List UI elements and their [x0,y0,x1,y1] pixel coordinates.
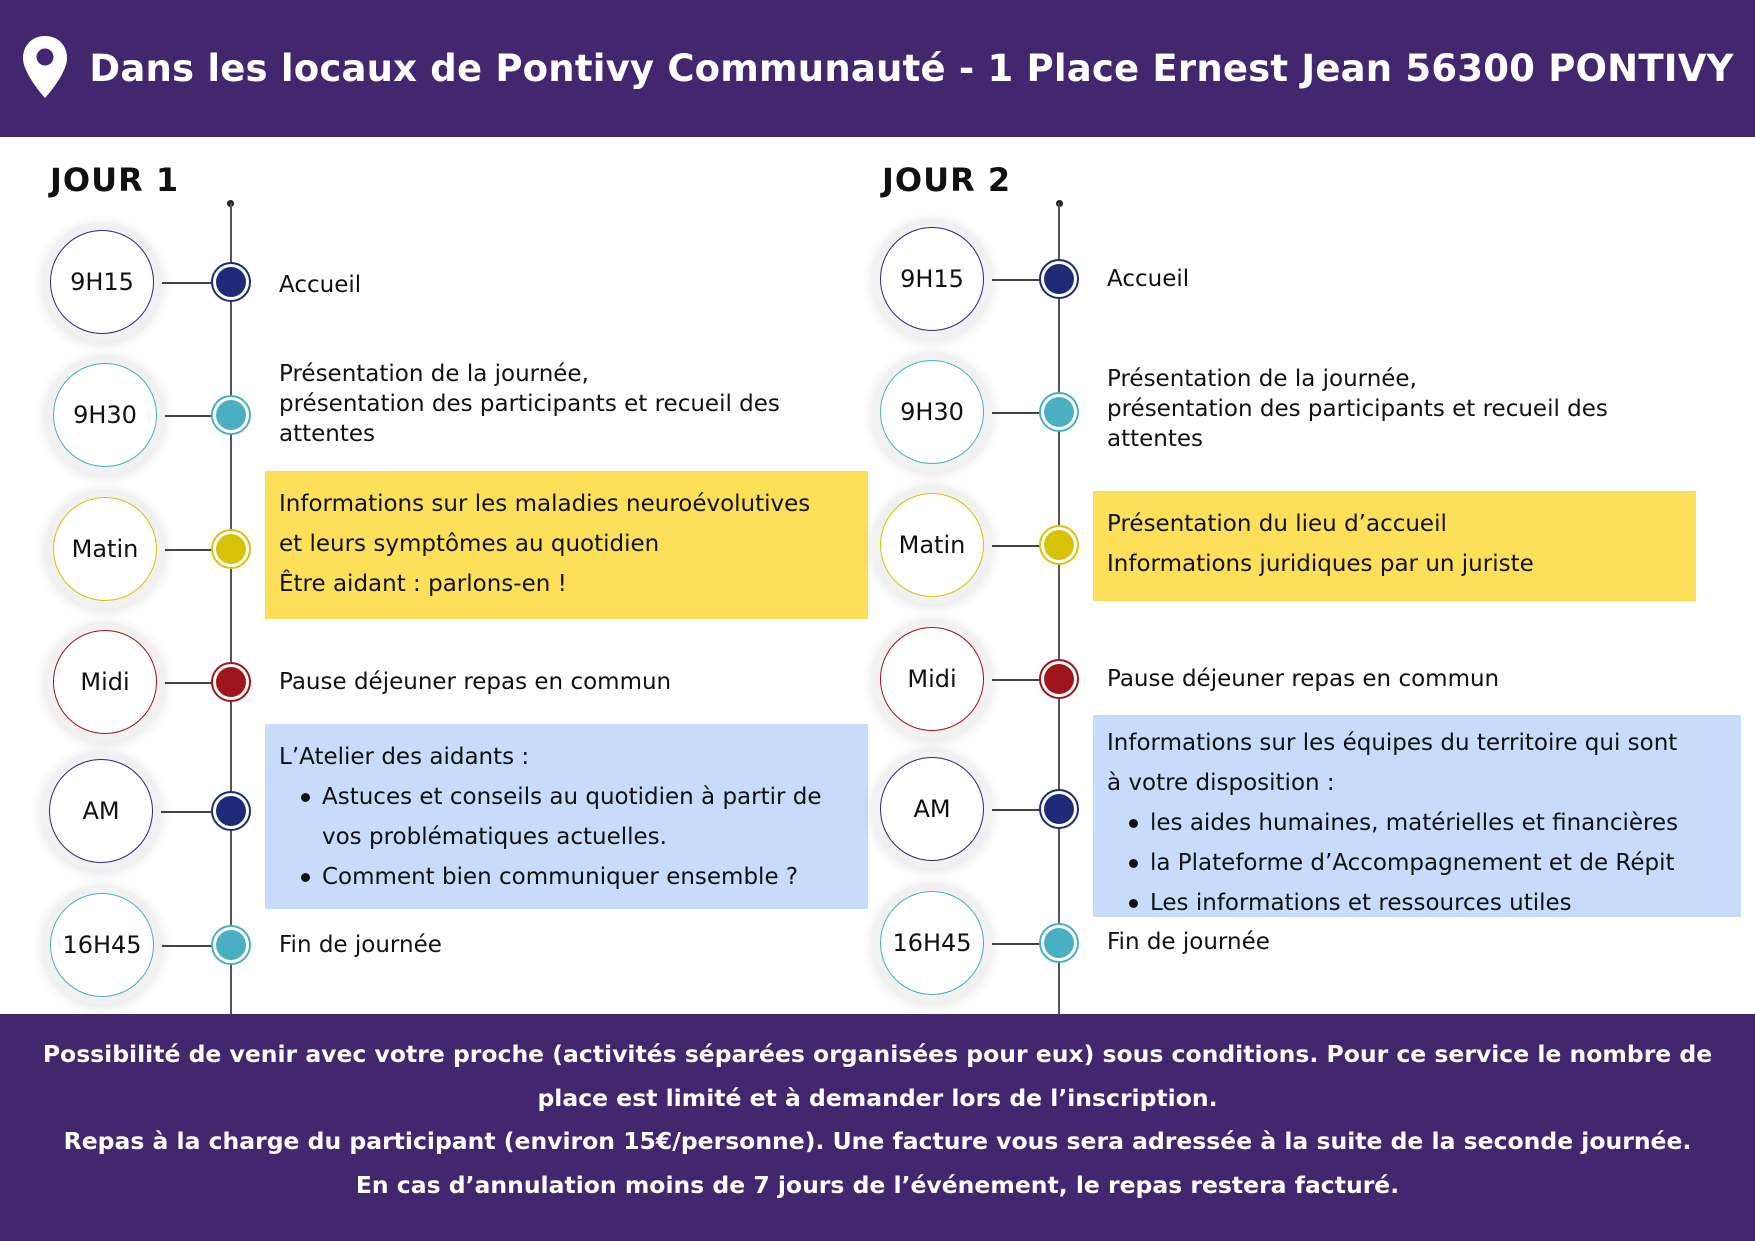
day1-section [0,137,870,1014]
time-circle-matin: Matin [53,497,157,601]
footer-line: Possibilité de venir avec votre proche (activités séparées organisées pour eux) sous conditions. Pour ce service le nombre de [42,1040,1713,1068]
timeline-line [230,203,232,1014]
time-circle-matin: Matin [880,493,984,597]
time-circle-am: AM [880,757,984,861]
timeline-dot-teal [1039,392,1079,432]
time-circle-midi: Midi [880,627,984,731]
timeline-dot-red [211,662,251,702]
location-pin-icon [21,34,69,100]
bullet-item: Astuces et conseils au quotidien à partir de vos problématiques actuelles. [301,777,854,857]
box-line: Présentation du lieu d’accueil [1107,511,1447,537]
bullet-list [1107,803,1727,923]
slot-text-presentation: Présentation de la journée, présentation des participants et recueil des attentes [279,361,780,447]
day2-title: JOUR 2 [882,161,1012,199]
timeline-dot-teal [1039,923,1079,963]
event-address: Dans les locaux de Pontivy Communauté - 1 Place Ernest Jean 56300 PONTIVY [89,47,1734,90]
footer-line: place est limité et à demander lors de l’inscription. [537,1083,1218,1112]
day2-section [828,137,1755,1014]
box-line: Être aidant : parlons-en ! [279,571,567,597]
slot-text-accueil: Accueil [279,272,362,298]
box-intro: à votre disposition : [1107,770,1335,796]
box-line: et leurs symptômes au quotidien [279,531,660,557]
box-line: Informations sur les maladies neuroévolutives [279,491,811,517]
timeline-dot-red [1039,659,1079,699]
box-line: Informations juridiques par un juriste [1107,551,1534,577]
box-intro: Informations sur les équipes du territoire qui sont [1107,730,1678,756]
bullet-item: Comment bien communiquer ensemble ? [301,857,854,897]
time-circle-9h15: 9H15 [50,230,154,334]
slot-text-lunch: Pause déjeuner repas en commun [1107,666,1500,692]
slot-text-end: Fin de journée [1107,929,1270,955]
time-circle-9h30: 9H30 [880,360,984,464]
time-circle-am: AM [49,759,153,863]
timeline-dot-yellow [1039,525,1079,565]
bullet-item: Les informations et ressources utiles [1129,883,1727,923]
header-banner [0,0,1755,137]
bullet-item: la Plateforme d’Accompagnement et de Répit [1129,843,1727,883]
time-circle-16h45: 16H45 [880,891,984,995]
timeline-dot-teal [211,925,251,965]
timeline-dot-teal [211,395,251,435]
footer-line: En cas d’annulation moins de 7 jours de l’événement, le repas restera facturé. [355,1170,1400,1199]
highlight-box-afternoon [1093,715,1741,917]
bullet-list [279,777,854,897]
footer-line: Repas à la charge du participant (environ 15€/personne). Une facture vous sera adressée à la suite de la seconde journée. [63,1127,1692,1155]
highlight-box-morning [265,471,868,619]
timeline-dot-navy [1039,259,1079,299]
box-intro: L’Atelier des aidants : [279,744,530,770]
slot-text-presentation: Présentation de la journée, présentation des participants et recueil des attentes [1107,366,1608,452]
bullet-item: les aides humaines, matérielles et financières [1129,803,1727,843]
slot-text-accueil: Accueil [1107,266,1190,292]
time-circle-16h45: 16H45 [50,893,154,997]
time-circle-9h30: 9H30 [53,363,157,467]
time-circle-9h15: 9H15 [880,227,984,331]
day1-title: JOUR 1 [50,161,180,199]
timeline-line [1058,203,1060,1014]
slot-text-lunch: Pause déjeuner repas en commun [279,669,672,695]
footer-notes [0,1014,1755,1241]
time-circle-midi: Midi [53,630,157,734]
slot-text-end: Fin de journée [279,932,442,958]
timeline-dot-navy [211,791,251,831]
timeline-dot-navy [211,262,251,302]
highlight-box-afternoon [265,724,868,909]
timeline-dot-yellow [211,529,251,569]
highlight-box-morning [1093,491,1696,601]
timeline-dot-navy [1039,789,1079,829]
